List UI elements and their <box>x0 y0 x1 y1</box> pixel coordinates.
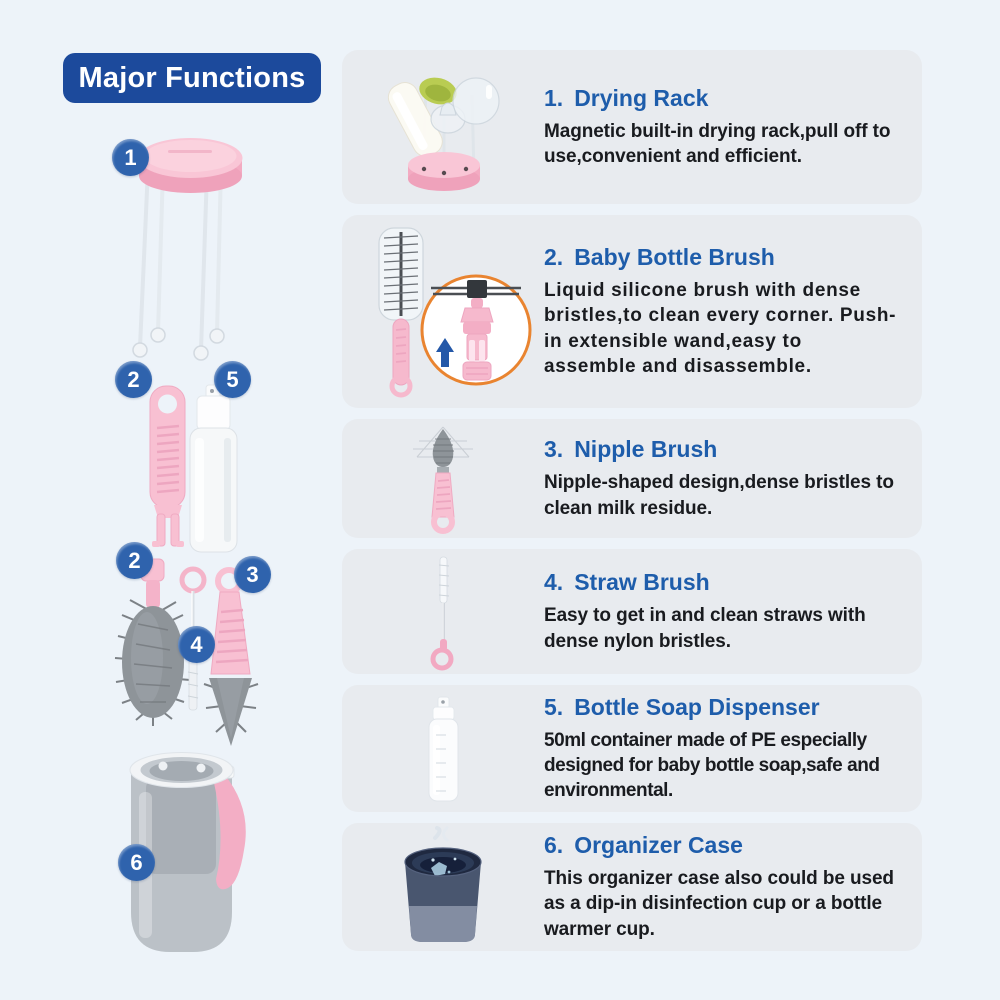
section-panel-bottle-soap-dispenser <box>342 685 922 812</box>
baby-bottle-brush-thumbnail <box>342 222 544 402</box>
badge-2-second-label: 2 <box>128 547 141 573</box>
section-text <box>544 436 922 521</box>
baby-bottle-brush-image <box>351 222 536 402</box>
badge-1-label: 1 <box>124 144 137 170</box>
section-panel-organizer-case <box>342 823 922 951</box>
section-number: 2. <box>544 243 564 270</box>
section-text <box>544 244 922 379</box>
section-text <box>544 569 922 654</box>
badge-5-label: 5 <box>226 366 239 392</box>
nipple-brush-thumbnail <box>342 423 544 535</box>
section-number: 1. <box>544 84 564 111</box>
badge-3 <box>234 556 271 593</box>
soap-dispenser-thumbnail <box>342 693 544 805</box>
section-title: Straw Brush <box>574 569 710 596</box>
straw-brush-thumbnail <box>342 553 544 671</box>
section-title: Baby Bottle Brush <box>574 243 775 270</box>
soap-dispenser-image <box>403 693 483 805</box>
section-heading <box>544 244 900 271</box>
badge-4 <box>178 626 215 663</box>
drying-rack-image <box>366 57 521 197</box>
section-heading <box>544 832 900 859</box>
nipple-brush-illustration <box>204 570 258 746</box>
section-title: Bottle Soap Dispenser <box>574 693 820 720</box>
product-illustrations <box>0 0 340 1000</box>
drying-rack-thumbnail <box>342 57 544 197</box>
section-heading <box>544 694 900 721</box>
feature-sections <box>342 50 922 962</box>
badge-3-label: 3 <box>246 561 259 587</box>
organizer-case-image <box>383 826 503 948</box>
section-heading <box>544 85 900 112</box>
badge-5 <box>214 361 251 398</box>
nipple-brush-image <box>393 423 493 535</box>
badge-4-label: 4 <box>190 631 203 657</box>
section-panel-drying-rack <box>342 50 922 204</box>
section-panel-nipple-brush <box>342 419 922 538</box>
bottle-brush-handle-illustration <box>150 386 185 547</box>
soap-dispenser-illustration <box>190 385 237 552</box>
badge-2-label: 2 <box>127 366 140 392</box>
section-number: 6. <box>544 832 564 859</box>
section-heading <box>544 569 900 596</box>
organizer-case-thumbnail <box>342 826 544 948</box>
section-text <box>544 832 922 942</box>
section-title: Organizer Case <box>574 832 743 859</box>
section-text <box>544 694 922 804</box>
drying-rack-illustration <box>133 138 243 360</box>
section-number: 3. <box>544 436 564 463</box>
badge-1 <box>112 139 149 176</box>
section-description: Easy to get in and clean straws with dense nylon bristles. <box>544 605 866 652</box>
section-description: This organizer case also could be used as a dip-in disinfection cup or a bottle warmer cup. <box>544 868 894 940</box>
badge-6-label: 6 <box>130 849 143 875</box>
section-title: Nipple Brush <box>574 436 718 463</box>
badge-2-second <box>116 542 153 579</box>
section-panel-baby-bottle-brush <box>342 215 922 408</box>
section-panel-straw-brush <box>342 549 922 674</box>
zoom-inset-circle <box>422 276 530 384</box>
section-number: 4. <box>544 569 564 596</box>
section-description: Liquid silicone brush with dense bristles,to clean every corner. Push-in extensible wand,easy to assemble and disassemble. <box>544 279 897 377</box>
section-number: 5. <box>544 693 564 720</box>
section-description: Nipple-shaped design,dense bristles to clean milk residue. <box>544 472 894 519</box>
straw-brush-image <box>413 553 473 671</box>
badge-2 <box>115 361 152 398</box>
section-heading <box>544 436 900 463</box>
section-text <box>544 85 922 170</box>
badge-6 <box>118 844 155 881</box>
section-title: Drying Rack <box>574 84 709 111</box>
section-description: 50ml container made of PE especially designed for baby bottle soap,safe and environmental. <box>544 729 880 802</box>
page-title-label: Major Functions <box>78 61 306 94</box>
section-description: Magnetic built-in drying rack,pull off to use,convenient and efficient. <box>544 120 891 167</box>
